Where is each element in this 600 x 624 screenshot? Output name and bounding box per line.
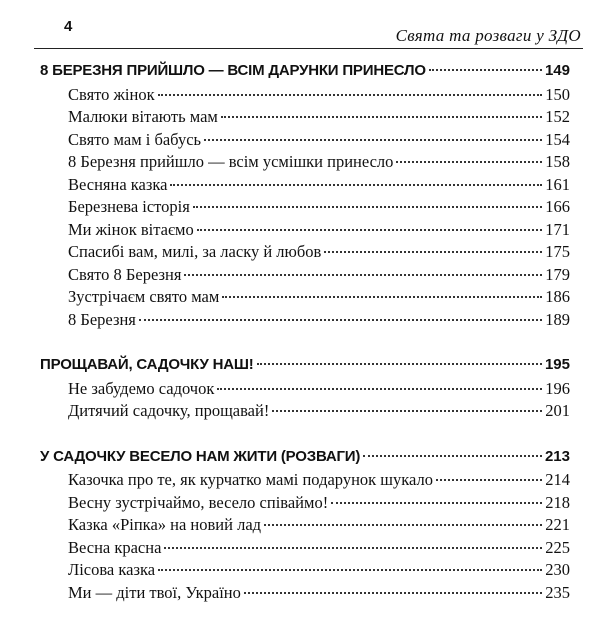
dot-leader	[244, 592, 542, 594]
entry-page-number: 189	[545, 309, 570, 329]
toc-section-heading[interactable]	[40, 62, 570, 85]
section-title: У САДОЧКУ ВЕСЕЛО НАМ ЖИТИ (РОЗВАГИ)	[40, 447, 361, 465]
dot-leader	[363, 455, 542, 457]
toc-entry[interactable]	[40, 130, 570, 153]
entry-title: Весну зустрічаймо, весело співаймо!	[68, 492, 329, 512]
page-header	[34, 8, 583, 46]
entry-title: 8 Березня прийшло — всім усмішки принесло	[68, 152, 394, 171]
toc-entry[interactable]	[40, 379, 570, 402]
section-title: ПРОЩАВАЙ, САДОЧКУ НАШ!	[40, 356, 254, 373]
toc-section-heading[interactable]	[40, 356, 570, 379]
toc-entry[interactable]	[40, 583, 570, 606]
section-page-number: 213	[544, 447, 570, 465]
entry-page-number: 218	[545, 492, 570, 512]
toc-entry[interactable]	[40, 242, 570, 265]
dot-leader	[222, 296, 542, 298]
dot-leader	[272, 410, 542, 412]
entry-page-number: 230	[545, 560, 570, 579]
entry-page-number: 214	[545, 470, 570, 489]
toc-entry[interactable]	[40, 85, 570, 108]
dot-leader	[184, 274, 542, 276]
section-gap	[40, 424, 570, 448]
entry-page-number: 196	[545, 378, 570, 398]
entry-page-number: 150	[545, 84, 570, 104]
entry-title: Ми жінок вітаємо	[68, 219, 194, 239]
entry-title: Казочка про те, як курчатко мамі подарунок шукало	[68, 470, 433, 489]
toc-entry[interactable]	[40, 220, 570, 243]
entry-title: Казка «Ріпка» на новий лад	[68, 515, 262, 534]
section-page-number: 149	[544, 62, 570, 79]
entry-page-number: 201	[545, 401, 570, 420]
entry-title: Ми — діти твої, Україно	[68, 582, 241, 602]
dot-leader	[264, 524, 542, 526]
entry-page-number: 154	[545, 129, 570, 149]
section-title: 8 БЕРЕЗНЯ ПРИЙШЛО — ВСІМ ДАРУНКИ ПРИНЕСЛО	[40, 62, 426, 79]
dot-leader	[429, 69, 542, 71]
entry-title: Дитячий садочку, прощавай!	[68, 401, 270, 420]
entry-page-number: 225	[545, 537, 570, 557]
running-title: Свята та розваги у ЗДО	[395, 26, 581, 45]
section-gap	[40, 332, 570, 356]
entry-title: Весняна казка	[68, 174, 168, 194]
toc-entry[interactable]	[40, 401, 570, 424]
entry-page-number: 175	[545, 242, 570, 261]
entry-page-number: 161	[545, 174, 570, 194]
entry-title: Весна красна	[68, 537, 162, 557]
dot-leader	[331, 502, 542, 504]
entry-page-number: 152	[545, 107, 570, 126]
entry-page-number: 221	[545, 515, 570, 534]
dot-leader	[221, 116, 542, 118]
dot-leader	[193, 206, 542, 208]
entry-title: Свято жінок	[68, 84, 155, 104]
entry-page-number: 235	[545, 582, 570, 602]
dot-leader	[170, 184, 542, 186]
entry-title: Лісова казка	[68, 560, 156, 579]
entry-page-number: 179	[545, 264, 570, 284]
dot-leader	[158, 569, 542, 571]
dot-leader	[324, 251, 542, 253]
section-page-number: 195	[544, 356, 570, 373]
entry-title: 8 Березня	[68, 309, 136, 329]
dot-leader	[204, 139, 542, 141]
entry-title: Свято 8 Березня	[68, 264, 182, 284]
toc-entry[interactable]	[40, 560, 570, 583]
toc-entry[interactable]	[40, 538, 570, 561]
page-number: 4	[64, 18, 73, 35]
entry-page-number: 158	[545, 152, 570, 171]
entry-title: Зустрічаєм свято мам	[68, 287, 220, 306]
entry-page-number: 166	[545, 197, 570, 216]
dot-leader	[139, 319, 542, 321]
toc-entry[interactable]	[40, 265, 570, 288]
toc-entry[interactable]	[40, 310, 570, 333]
toc-entry[interactable]	[40, 175, 570, 198]
toc-entry[interactable]	[40, 197, 570, 220]
table-of-contents	[40, 62, 570, 605]
entry-page-number: 171	[545, 219, 570, 239]
entry-title: Малюки вітають мам	[68, 107, 218, 126]
entry-title: Березнева історія	[68, 197, 190, 216]
entry-title: Спасибі вам, милі, за ласку й любов	[68, 242, 322, 261]
toc-entry[interactable]	[40, 493, 570, 516]
dot-leader	[217, 388, 542, 390]
dot-leader	[436, 479, 542, 481]
entry-title: Не забудемо садочок	[68, 378, 215, 398]
toc-entry[interactable]	[40, 107, 570, 130]
dot-leader	[197, 229, 543, 231]
dot-leader	[396, 161, 542, 163]
header-divider	[34, 48, 583, 49]
dot-leader	[158, 94, 543, 96]
toc-entry[interactable]	[40, 287, 570, 310]
toc-entry[interactable]	[40, 515, 570, 538]
entry-page-number: 186	[545, 287, 570, 306]
dot-leader	[164, 547, 542, 549]
toc-entry[interactable]	[40, 470, 570, 493]
toc-section-heading[interactable]	[40, 448, 570, 471]
dot-leader	[257, 363, 542, 365]
toc-entry[interactable]	[40, 152, 570, 175]
entry-title: Свято мам і бабусь	[68, 129, 202, 149]
